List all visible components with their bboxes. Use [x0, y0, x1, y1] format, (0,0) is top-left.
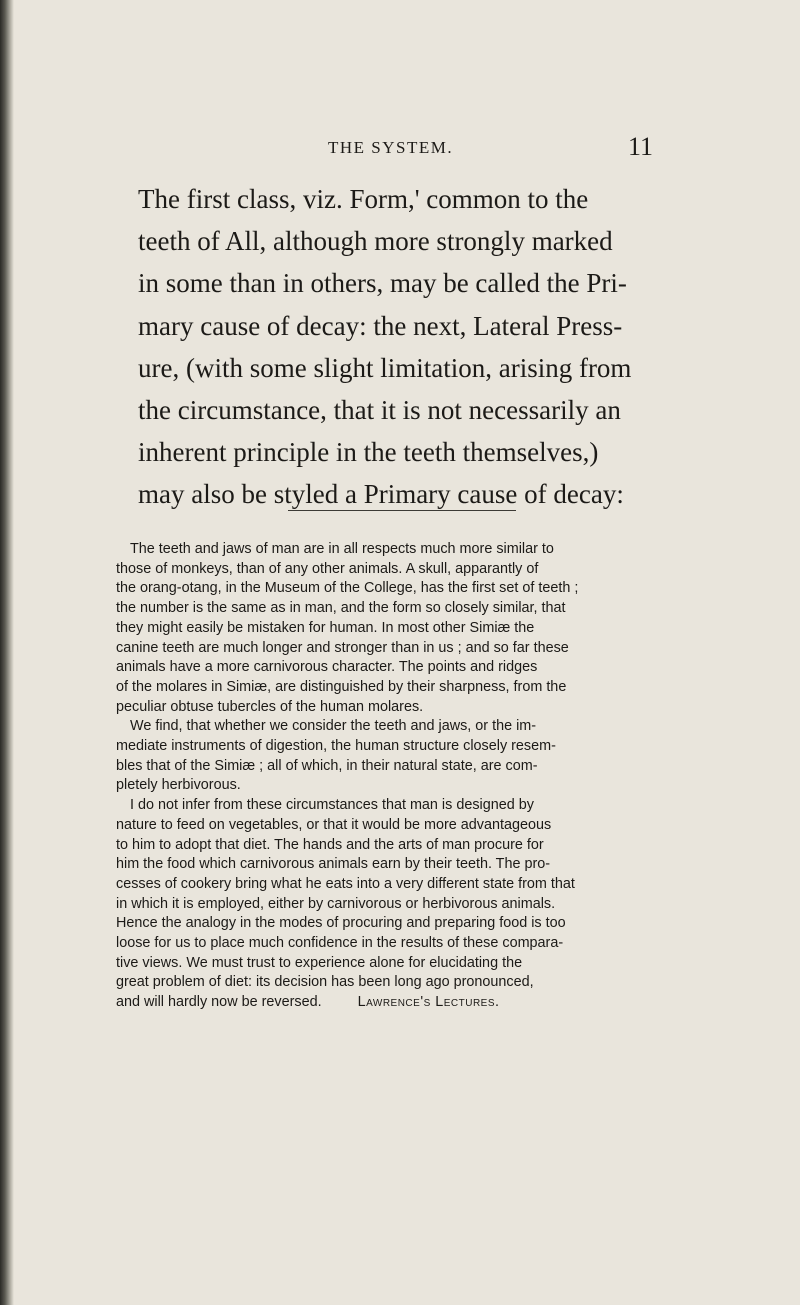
footnote-line: the number is the same as in man, and the form so closely similar, that: [116, 600, 566, 617]
footnote-line: I do not infer from these circumstances that man is designed by: [130, 797, 534, 814]
main-paragraph: [138, 178, 708, 516]
footnote-line: pletely herbivorous.: [116, 777, 241, 794]
main-text-line: mary cause of decay: the next, Lateral Press-: [138, 310, 623, 341]
running-head: [0, 132, 800, 168]
footnote-line: those of monkeys, than of any other animals. A skull, apparantly of: [116, 560, 539, 577]
footnote-line: of the molares in Simiæ, are distinguished by their sharpness, from the: [116, 678, 567, 695]
footnote-line: peculiar obtuse tubercles of the human molares.: [116, 698, 424, 715]
footnote-line: Hence the analogy in the modes of procuring and preparing food is too: [116, 915, 566, 932]
footnote-line: mediate instruments of digestion, the human structure closely resem-: [116, 738, 556, 755]
footnote-line-text: and will hardly now be reversed.: [116, 994, 322, 1011]
footnote-line: animals have a more carnivorous character. The points and ridges: [116, 659, 538, 676]
footnote-line: him the food which carnivorous animals earn by their teeth. The pro-: [116, 856, 551, 873]
footnote-line: cesses of cookery bring what he eats into a very different state from that: [116, 875, 575, 892]
footnote-line: in which it is employed, either by carnivorous or herbivorous animals.: [116, 895, 556, 912]
main-text-line: the circumstance, that it is not necessarily an: [138, 395, 621, 426]
main-text-line: may also be styled a Primary cause of decay:: [138, 479, 624, 510]
footnote-line: bles that of the Simiæ ; all of which, in their natural state, are com-: [116, 757, 538, 774]
footnote-line: nature to feed on vegetables, or that it would be more advantageous: [116, 816, 552, 833]
footnote-line: loose for us to place much confidence in the results of these compara-: [116, 935, 564, 952]
main-text-line: inherent principle in the teeth themselves,): [138, 437, 599, 468]
footnote-line: great problem of diet: its decision has been long ago pronounced,: [116, 974, 534, 991]
main-text-line: teeth of All, although more strongly marked: [138, 226, 613, 257]
footnote: [116, 540, 716, 1013]
footnote-line: they might easily be mistaken for human. In most other Simiæ the: [116, 619, 535, 636]
running-title: THE SYSTEM.: [328, 138, 454, 157]
footnote-line: [116, 993, 716, 1013]
footnote-line: tive views. We must trust to experience alone for elucidating the: [116, 954, 523, 971]
footnote-divider: [288, 510, 516, 511]
footnote-line: the orang-otang, in the Museum of the College, has the first set of teeth ;: [116, 580, 579, 597]
main-text-line: The first class, viz. Form,' common to the: [138, 184, 589, 214]
footnote-attribution: Lawrence's Lectures.: [357, 994, 500, 1011]
main-text-line: ure, (with some slight limitation, arising from: [138, 352, 632, 383]
footnote-line: to him to adopt that diet. The hands and the arts of man procure for: [116, 836, 544, 853]
page-number: 11: [628, 132, 654, 161]
footnote-line: The teeth and jaws of man are in all respects much more similar to: [130, 541, 554, 557]
footnote-line: We find, that whether we consider the teeth and jaws, or the im-: [130, 718, 537, 735]
main-text-line: in some than in others, may be called the Pri-: [138, 268, 627, 299]
footnote-line: canine teeth are much longer and stronger than in us ; and so far these: [116, 639, 569, 656]
